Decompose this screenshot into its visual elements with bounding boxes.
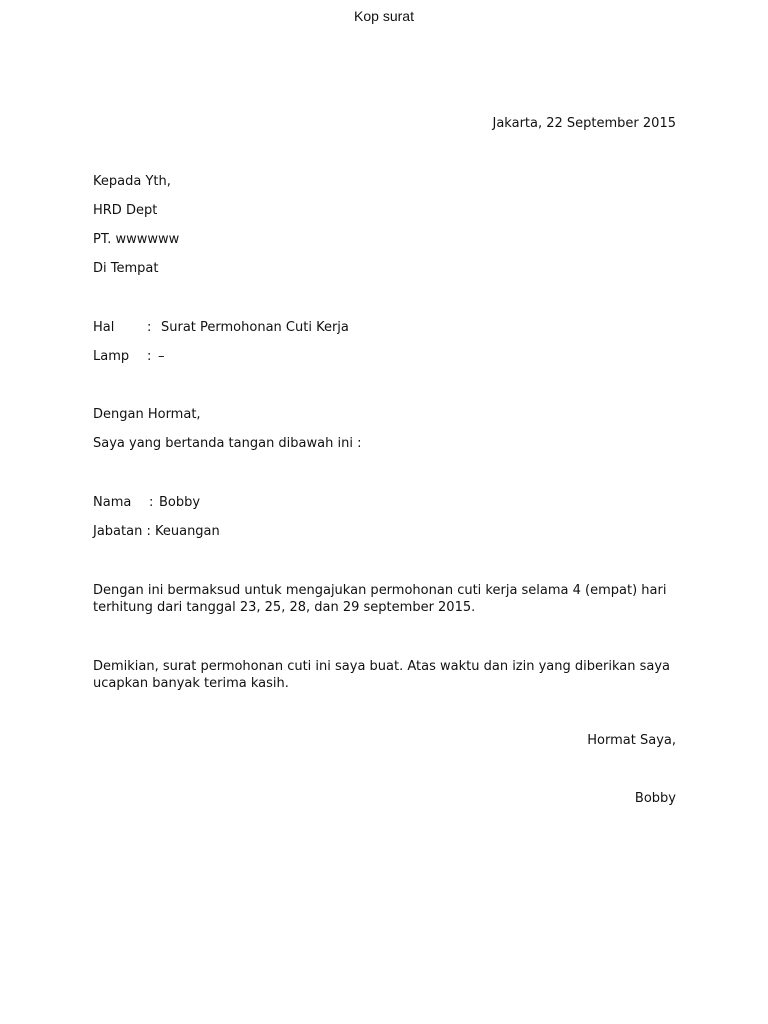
recipient-line-3: PT. wwwwww xyxy=(93,232,180,247)
recipient-line-4: Di Tempat xyxy=(93,261,159,276)
position-row xyxy=(93,524,220,540)
letterhead-title: Kop surat xyxy=(354,8,414,24)
position-label: Jabatan xyxy=(93,524,143,539)
subject-row xyxy=(93,320,349,336)
recipient-line-2: HRD Dept xyxy=(93,203,158,218)
subject-label: Hal xyxy=(93,320,115,335)
position-colon: : xyxy=(142,524,155,539)
subject-value: Surat Permohonan Cuti Kerja xyxy=(161,320,349,335)
attachment-value: – xyxy=(158,349,165,364)
name-row xyxy=(93,495,200,511)
closing: Hormat Saya, xyxy=(587,733,676,748)
greeting: Dengan Hormat, xyxy=(93,407,201,422)
intro-text: Saya yang bertanda tangan dibawah ini : xyxy=(93,436,362,451)
body-paragraph-2: Demikian, surat permohonan cuti ini saya buat. Atas waktu dan izin yang diberikan saya ucapkan banyak terima kasih. xyxy=(93,659,671,691)
letter-date: Jakarta, 22 September 2015 xyxy=(492,116,676,131)
attachment-colon: : xyxy=(147,349,152,364)
recipient-line-1: Kepada Yth, xyxy=(93,174,171,189)
name-label: Nama xyxy=(93,495,132,510)
body-paragraph-1: Dengan ini bermaksud untuk mengajukan permohonan cuti kerja selama 4 (empat) hari terhitung dari tanggal 23, 25, 28, dan 29 september 2015. xyxy=(93,583,667,615)
name-colon: : xyxy=(149,495,154,510)
signature-name: Bobby xyxy=(634,791,676,806)
position-value: Keuangan xyxy=(154,524,220,539)
attachment-label: Lamp xyxy=(93,349,130,364)
subject-colon: : xyxy=(147,320,152,335)
attachment-row xyxy=(93,349,165,365)
name-value: Bobby xyxy=(159,495,201,510)
